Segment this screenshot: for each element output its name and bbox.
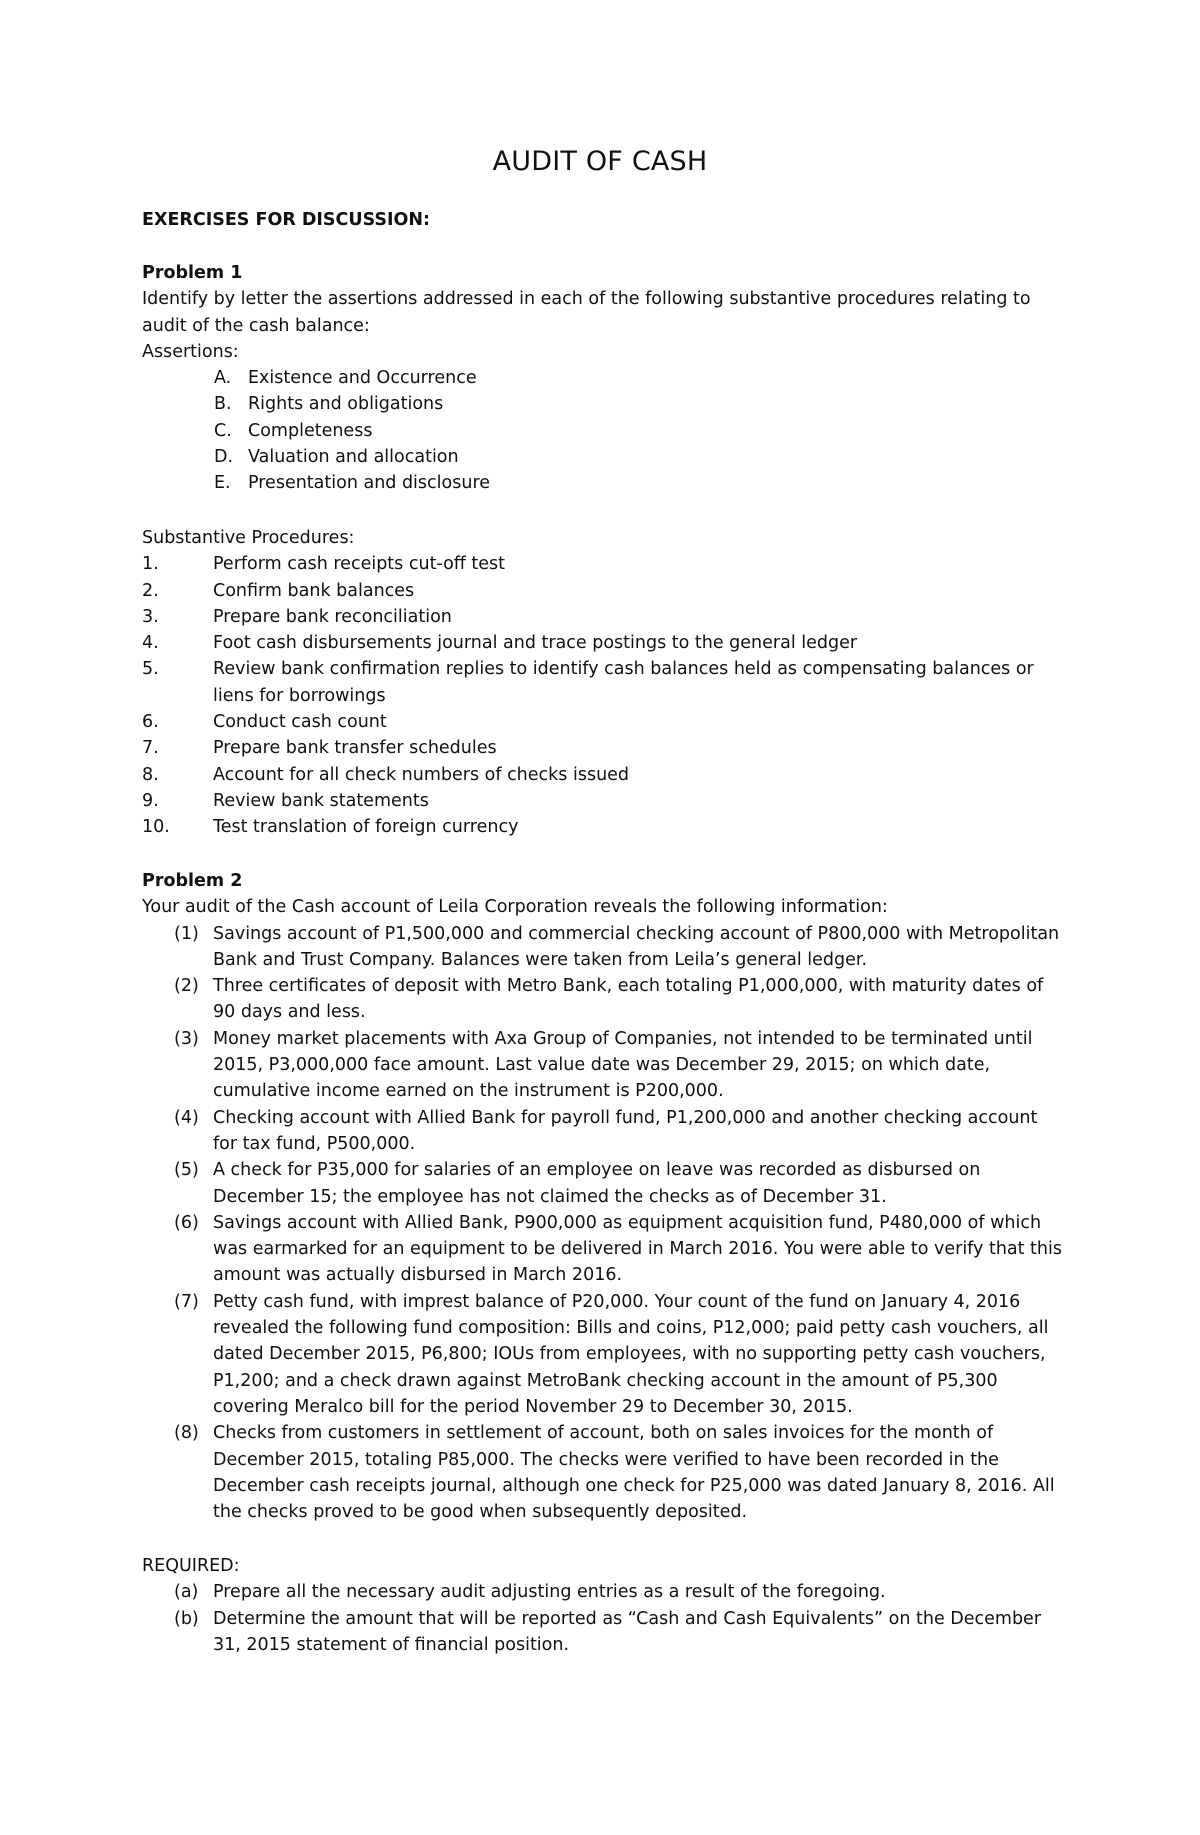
list-item	[142, 604, 1062, 630]
section-heading: EXERCISES FOR DISCUSSION:	[142, 210, 431, 230]
list-item	[142, 1157, 1062, 1210]
list-item-text: Presentation and disclosure	[248, 473, 491, 494]
list-marker: D.	[214, 447, 234, 468]
list-item	[142, 709, 1062, 735]
list-marker: (8)	[174, 1423, 199, 1444]
list-item-text: Money market placements with Axa Group of Companies, not intended to be terminated until 2015, P3,000,000 face amount. Last value date was December 29, 2015; on which date, cumulative income earned on the instrument is P200,000.	[213, 1028, 1033, 1102]
list-item-text: Savings account with Allied Bank, P900,000 as equipment acquisition fund, P480,000 of which was earmarked for an equipment to be delivered in March 2016. You were able to verify that this amount was actually disbursed in March 2016.	[213, 1212, 1062, 1286]
list-item	[142, 391, 1062, 417]
problem-1-heading: Problem 1	[142, 263, 243, 283]
list-marker: 6.	[142, 712, 159, 733]
substantive-procedures	[142, 525, 1062, 841]
list-marker: 8.	[142, 764, 159, 785]
problem-1	[142, 260, 1062, 497]
list-item-text: Three certificates of deposit with Metro Bank, each totaling P1,000,000, with maturity dates of 90 days and less.	[213, 976, 1044, 1023]
list-item-text: Checking account with Allied Bank for payroll fund, P1,200,000 and another checking account for tax fund, P500,000.	[213, 1107, 1038, 1154]
list-marker: C.	[214, 420, 232, 441]
list-item	[142, 551, 1062, 577]
list-item	[142, 470, 1062, 496]
list-item	[142, 578, 1062, 604]
list-marker: A.	[214, 368, 232, 389]
list-item-text: Confirm bank balances	[213, 580, 415, 601]
list-item	[142, 1606, 1062, 1659]
list-item	[142, 444, 1062, 470]
list-item-text: Test translation of foreign currency	[213, 817, 519, 838]
problem-1-intro: Identify by letter the assertions addressed in each of the following substantive procedures relating to audit of the cash balance:	[142, 289, 1031, 336]
list-marker: 1.	[142, 554, 159, 575]
list-marker: B.	[214, 394, 232, 415]
list-marker: (6)	[174, 1212, 199, 1233]
list-item-text: Savings account of P1,500,000 and commercial checking account of P800,000 with Metropolitan Bank and Trust Company. Balances were taken from Leila’s general ledger.	[213, 923, 1060, 970]
list-item-text: Review bank statements	[213, 790, 429, 811]
list-item	[142, 418, 1062, 444]
required-section	[142, 1553, 1062, 1658]
list-item	[142, 788, 1062, 814]
list-item	[142, 1579, 1062, 1605]
list-item-text: Foot cash disbursements journal and trace postings to the general ledger	[213, 633, 858, 654]
list-item-text: Prepare all the necessary audit adjusting entries as a result of the foregoing.	[213, 1582, 886, 1603]
list-item-text: Valuation and allocation	[248, 447, 459, 468]
list-item	[142, 735, 1062, 761]
list-item	[142, 656, 1062, 709]
list-marker: (5)	[174, 1160, 199, 1181]
procedures-label: Substantive Procedures:	[142, 528, 355, 548]
problem-2	[142, 868, 1062, 1525]
list-item	[142, 1105, 1062, 1158]
list-marker: 5.	[142, 659, 159, 680]
required-label: REQUIRED:	[142, 1556, 240, 1576]
list-item	[142, 973, 1062, 1026]
list-item	[142, 630, 1062, 656]
list-item	[142, 1289, 1062, 1420]
problem-2-intro: Your audit of the Cash account of Leila Corporation reveals the following information:	[142, 897, 888, 918]
list-item-text: Review bank confirmation replies to identify cash balances held as compensating balances or liens for borrowings	[213, 659, 1034, 706]
list-item-text: Conduct cash count	[213, 712, 387, 733]
list-marker: 7.	[142, 738, 159, 759]
list-marker: 10.	[142, 817, 170, 838]
list-item-text: Petty cash fund, with imprest balance of P20,000. Your count of the fund on January 4, 2016 revealed the following fund composition: Bills and coins, P12,000; paid petty cash vouchers, all dated December 2015, P6,800; IOUs from employees, with no supporting petty cash vouchers, P1,200; and a check drawn against MetroBank checking account in the amount of P5,300 covering Meralco bill for the period November 29 to December 30, 2015.	[213, 1291, 1049, 1417]
list-item	[142, 1026, 1062, 1105]
list-marker: (1)	[174, 923, 199, 944]
procedures-list	[142, 551, 1062, 840]
assertions-list	[142, 365, 1062, 496]
list-item-text: Determine the amount that will be reported as “Cash and Cash Equivalents” on the December 31, 2015 statement of financial position.	[213, 1608, 1042, 1655]
list-item-text: Prepare bank transfer schedules	[213, 738, 497, 759]
list-item-text: Rights and obligations	[248, 394, 444, 415]
list-item-text: Existence and Occurrence	[248, 368, 477, 389]
list-item	[142, 921, 1062, 974]
list-item	[142, 1210, 1062, 1289]
list-marker: (7)	[174, 1291, 199, 1312]
list-item	[142, 814, 1062, 840]
list-marker: (a)	[174, 1582, 199, 1603]
assertions-label: Assertions:	[142, 341, 239, 362]
list-marker: E.	[214, 473, 231, 494]
list-marker: (b)	[174, 1608, 199, 1629]
page-title: AUDIT OF CASH	[492, 146, 708, 177]
list-marker: 9.	[142, 790, 159, 811]
list-item-text: Prepare bank reconciliation	[213, 606, 452, 627]
list-item	[142, 1420, 1062, 1525]
list-item-text: Checks from customers in settlement of account, both on sales invoices for the month of December 2015, totaling P85,000. The checks were verified to have been recorded in the December cash receipts journal, although one check for P25,000 was dated January 8, 2016. All the checks proved to be good when subsequently deposited.	[213, 1423, 1055, 1523]
list-marker: 4.	[142, 633, 159, 654]
list-item	[142, 762, 1062, 788]
list-marker: 2.	[142, 580, 159, 601]
list-marker: (2)	[174, 976, 199, 997]
list-item-text: Completeness	[248, 420, 373, 441]
information-list	[142, 921, 1062, 1526]
list-marker: (3)	[174, 1028, 199, 1049]
list-item-text: Account for all check numbers of checks issued	[213, 764, 630, 785]
problem-2-heading: Problem 2	[142, 871, 243, 891]
required-list	[142, 1579, 1062, 1658]
list-marker: (4)	[174, 1107, 199, 1128]
list-item	[142, 365, 1062, 391]
list-item-text: A check for P35,000 for salaries of an employee on leave was recorded as disbursed on December 15; the employee has not claimed the checks as of December 31.	[213, 1160, 981, 1207]
list-marker: 3.	[142, 606, 159, 627]
list-item-text: Perform cash receipts cut-off test	[213, 554, 505, 575]
